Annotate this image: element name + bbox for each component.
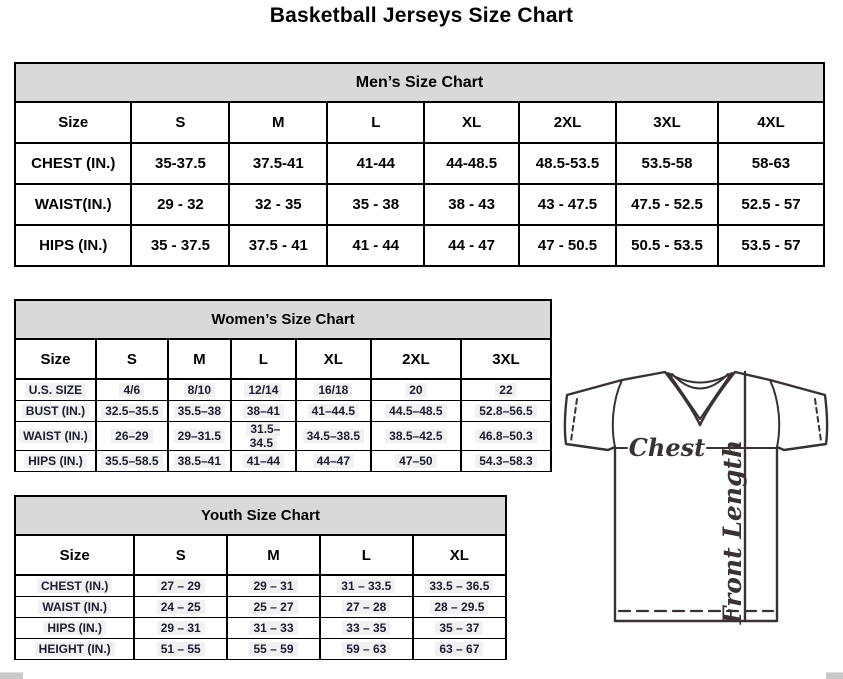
youth-value-cell	[227, 597, 320, 618]
womens-value-cell	[296, 379, 371, 401]
womens-value-cell	[371, 379, 461, 401]
mens-size-chart	[14, 62, 825, 267]
youth-header-l: L	[320, 535, 413, 575]
mens-value-cell: 29 - 32	[131, 184, 229, 225]
mens-header-4xl: 4XL	[718, 102, 824, 143]
youth-header-m: M	[227, 535, 320, 575]
cell-text: 35 – 37	[435, 621, 483, 635]
cell-text: 34.5–38.5	[303, 429, 364, 443]
mens-header-xl: XL	[424, 102, 519, 143]
youth-value-cell	[413, 618, 506, 639]
right-armhole-seam	[770, 380, 779, 447]
page-title: Basketball Jerseys Size Chart	[269, 4, 574, 27]
womens-value-cell	[231, 451, 296, 472]
youth-value-cell	[134, 618, 227, 639]
youth-row-chest-in	[15, 575, 506, 597]
youth-row-label	[15, 575, 134, 597]
cell-text: 63 – 67	[435, 642, 483, 656]
mens-header-s: S	[131, 102, 229, 143]
mens-value-cell: 43 - 47.5	[519, 184, 616, 225]
cell-text: BUST (IN.)	[22, 404, 89, 418]
cell-text: 29 – 31	[157, 621, 205, 635]
cell-text: 38.5–42.5	[385, 429, 446, 443]
mens-value-cell: 53.5 - 57	[718, 225, 824, 266]
cell-text: 38.5–41	[174, 454, 225, 468]
cell-text: 28 – 29.5	[430, 600, 488, 614]
youth-value-cell	[320, 597, 413, 618]
collar-arc-inner	[672, 374, 728, 389]
cell-text: 35.5–58.5	[101, 454, 162, 468]
womens-value-cell	[231, 379, 296, 401]
womens-header-3xl: 3XL	[461, 339, 551, 379]
mens-value-cell: 53.5-58	[616, 143, 718, 184]
youth-header-row	[15, 535, 506, 575]
mens-row-label: WAIST(IN.)	[15, 184, 131, 225]
cell-text: 22	[495, 383, 516, 397]
mens-value-cell: 37.5 - 41	[229, 225, 327, 266]
cell-text: 25 – 27	[249, 600, 297, 614]
cell-text: 44–47	[313, 454, 354, 468]
mens-value-cell: 35 - 37.5	[131, 225, 229, 266]
mens-header-2xl: 2XL	[519, 102, 616, 143]
youth-row-height-in	[15, 639, 506, 660]
cell-text: 38–41	[243, 404, 284, 418]
womens-header-size: Size	[15, 339, 96, 379]
cell-text: 54.3–58.3	[475, 454, 536, 468]
cell-text: U.S. SIZE	[25, 383, 86, 397]
mens-value-cell: 38 - 43	[424, 184, 519, 225]
mens-value-cell: 41 - 44	[327, 225, 424, 266]
cell-text: 27 – 28	[342, 600, 390, 614]
mens-value-cell: 35-37.5	[131, 143, 229, 184]
horizontal-scrollbar-fragment-left[interactable]	[0, 672, 23, 679]
youth-value-cell	[227, 618, 320, 639]
jersey-measurement-diagram	[556, 362, 838, 634]
cell-text: WAIST (IN.)	[38, 600, 111, 614]
womens-value-cell	[461, 422, 551, 451]
mens-row-label: HIPS (IN.)	[15, 225, 131, 266]
mens-header-size: Size	[15, 102, 131, 143]
youth-size-chart	[14, 495, 507, 660]
womens-row-u-s-size	[15, 379, 551, 401]
cell-text: 32.5–35.5	[101, 404, 162, 418]
cell-text: 31 – 33	[249, 621, 297, 635]
mens-table	[14, 101, 825, 267]
youth-value-cell	[320, 575, 413, 597]
mens-value-cell: 32 - 35	[229, 184, 327, 225]
cell-text: 29 – 31	[249, 579, 297, 593]
left-cuff-dashed-line	[571, 399, 577, 441]
womens-value-cell	[296, 422, 371, 451]
mens-value-cell: 35 - 38	[327, 184, 424, 225]
right-cuff-dashed-line	[815, 399, 821, 441]
cell-text: 44.5–48.5	[385, 404, 446, 418]
womens-row-bust-in	[15, 401, 551, 422]
mens-value-cell: 44 - 47	[424, 225, 519, 266]
youth-row-label	[15, 618, 134, 639]
womens-value-cell	[168, 422, 231, 451]
mens-header-3xl: 3XL	[616, 102, 718, 143]
womens-value-cell	[168, 451, 231, 472]
cell-text: 16/18	[314, 383, 352, 397]
youth-value-cell	[227, 639, 320, 660]
youth-value-cell	[134, 575, 227, 597]
womens-header-row	[15, 339, 551, 379]
womens-value-cell	[296, 401, 371, 422]
youth-value-cell	[134, 639, 227, 660]
cell-text: 35.5–38	[174, 404, 225, 418]
cell-text: 29–31.5	[174, 429, 225, 443]
mens-row-hips-in	[15, 225, 824, 266]
cell-text: 33.5 – 36.5	[425, 579, 493, 593]
cell-text: HIPS (IN.)	[43, 621, 106, 635]
womens-row-label	[15, 401, 96, 422]
mens-value-cell: 37.5-41	[229, 143, 327, 184]
womens-row-label	[15, 451, 96, 472]
womens-header-s: S	[96, 339, 168, 379]
youth-value-cell	[227, 575, 320, 597]
womens-row-label	[15, 379, 96, 401]
mens-row-label: CHEST (IN.)	[15, 143, 131, 184]
front-length-label: Front Length	[718, 439, 747, 625]
youth-value-cell	[413, 597, 506, 618]
mens-value-cell: 52.5 - 57	[718, 184, 824, 225]
mens-row-chest-in	[15, 143, 824, 184]
womens-value-cell	[231, 422, 296, 451]
womens-value-cell	[168, 401, 231, 422]
cell-text: 31.5–34.5	[246, 422, 280, 450]
cell-text: 41–44	[243, 454, 284, 468]
womens-header-2xl: 2XL	[371, 339, 461, 379]
womens-header-xl: XL	[296, 339, 371, 379]
cell-text: 31 – 33.5	[337, 579, 395, 593]
cell-text: CHEST (IN.)	[37, 579, 112, 593]
womens-value-cell	[371, 451, 461, 472]
womens-value-cell	[461, 451, 551, 472]
youth-value-cell	[413, 639, 506, 660]
womens-value-cell	[168, 379, 231, 401]
womens-value-cell	[231, 401, 296, 422]
cell-text: 24 – 25	[157, 600, 205, 614]
youth-value-cell	[413, 575, 506, 597]
youth-row-label	[15, 639, 134, 660]
youth-header-s: S	[134, 535, 227, 575]
youth-value-cell	[320, 618, 413, 639]
womens-header-m: M	[168, 339, 231, 379]
cell-text: HEIGHT (IN.)	[35, 642, 115, 656]
mens-value-cell: 41-44	[327, 143, 424, 184]
cell-text: 4/6	[119, 383, 144, 397]
mens-value-cell: 44-48.5	[424, 143, 519, 184]
mens-value-cell: 47.5 - 52.5	[616, 184, 718, 225]
womens-value-cell	[371, 422, 461, 451]
mens-size-chart-title: Men’s Size Chart	[14, 62, 825, 103]
cell-text: 12/14	[244, 383, 282, 397]
horizontal-scrollbar-fragment-right[interactable]	[826, 672, 843, 679]
womens-header-l: L	[231, 339, 296, 379]
womens-value-cell	[96, 401, 168, 422]
cell-text: 52.8–56.5	[475, 404, 536, 418]
mens-value-cell: 58-63	[718, 143, 824, 184]
youth-row-label	[15, 597, 134, 618]
womens-value-cell	[296, 451, 371, 472]
cell-text: 46.8–50.3	[475, 429, 536, 443]
mens-value-cell: 47 - 50.5	[519, 225, 616, 266]
youth-header-size: Size	[15, 535, 134, 575]
cell-text: 59 – 63	[342, 642, 390, 656]
collar-arc-outer	[668, 373, 732, 383]
youth-size-chart-title: Youth Size Chart	[14, 495, 507, 536]
mens-header-l: L	[327, 102, 424, 143]
mens-header-m: M	[229, 102, 327, 143]
youth-value-cell	[134, 597, 227, 618]
chest-label: Chest	[628, 433, 706, 462]
womens-row-waist-in	[15, 422, 551, 451]
womens-value-cell	[371, 401, 461, 422]
cell-text: 33 – 35	[342, 621, 390, 635]
cell-text: 20	[405, 383, 426, 397]
cell-text: WAIST (IN.)	[19, 429, 92, 443]
mens-header-row	[15, 102, 824, 143]
cell-text: HIPS (IN.)	[24, 454, 87, 468]
youth-row-waist-in	[15, 597, 506, 618]
womens-row-label	[15, 422, 96, 451]
womens-row-hips-in	[15, 451, 551, 472]
womens-value-cell	[461, 401, 551, 422]
cell-text: 51 – 55	[157, 642, 205, 656]
womens-size-chart-title: Women’s Size Chart	[14, 299, 552, 340]
womens-value-cell	[96, 379, 168, 401]
jersey-outline	[565, 372, 827, 621]
youth-row-hips-in	[15, 618, 506, 639]
youth-table	[14, 534, 507, 660]
left-armhole-seam	[613, 380, 622, 447]
mens-value-cell: 50.5 - 53.5	[616, 225, 718, 266]
cell-text: 26–29	[111, 429, 152, 443]
youth-header-xl: XL	[413, 535, 506, 575]
youth-value-cell	[320, 639, 413, 660]
cell-text: 8/10	[184, 383, 215, 397]
mens-value-cell: 48.5-53.5	[519, 143, 616, 184]
womens-value-cell	[96, 422, 168, 451]
womens-table	[14, 338, 552, 472]
mens-row-waist-in	[15, 184, 824, 225]
cell-text: 55 – 59	[249, 642, 297, 656]
womens-value-cell	[461, 379, 551, 401]
womens-value-cell	[96, 451, 168, 472]
cell-text: 27 – 29	[157, 579, 205, 593]
cell-text: 47–50	[395, 454, 436, 468]
womens-size-chart	[14, 299, 552, 472]
cell-text: 41–44.5	[308, 404, 359, 418]
